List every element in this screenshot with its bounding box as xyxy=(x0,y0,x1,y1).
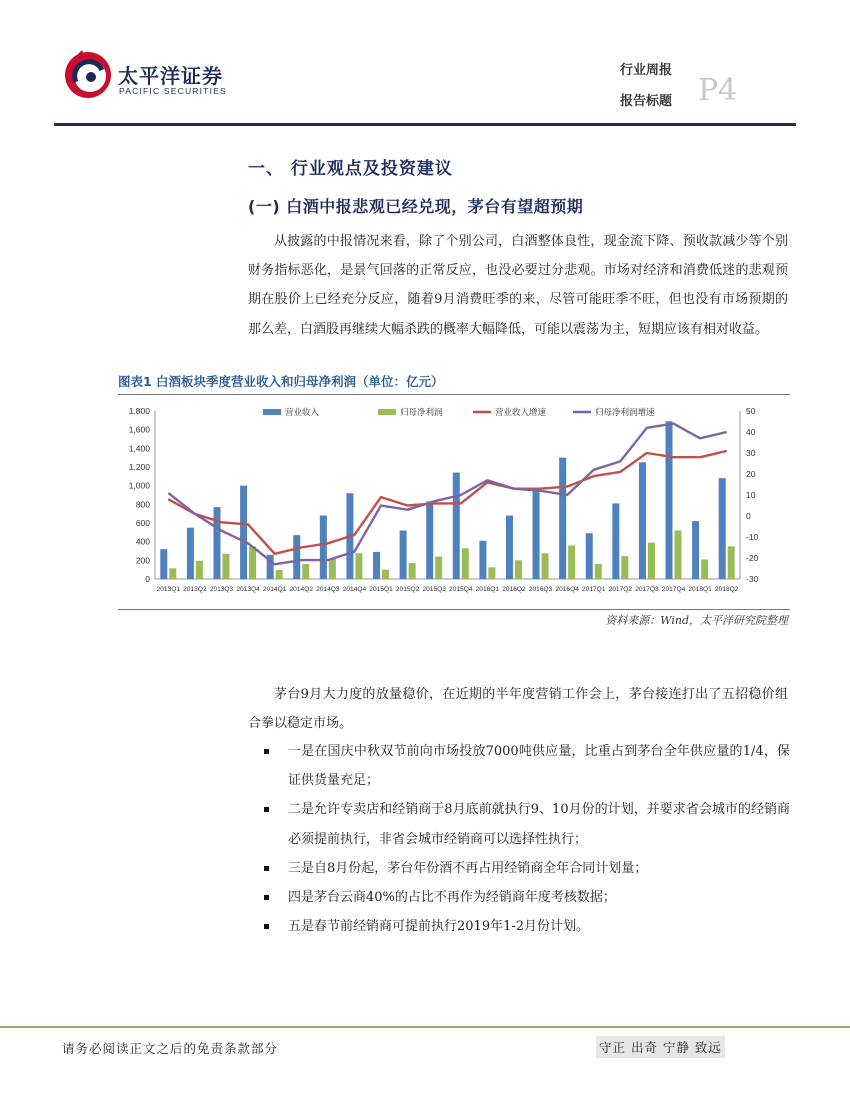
legend-label: 营业收入 xyxy=(285,408,320,418)
x-tick-label: 2015Q3 xyxy=(422,586,446,593)
bar xyxy=(222,554,229,579)
bar xyxy=(426,502,433,579)
bar xyxy=(373,552,380,579)
right-tick-label: -30 xyxy=(746,574,759,584)
right-tick-label: -20 xyxy=(746,553,759,563)
bar xyxy=(276,570,283,579)
list-item: 五是春节前经销商可提前执行2019年1-2月份计划。 xyxy=(274,912,790,941)
figure-title: 图表1 白酒板块季度营业收入和归母净利润（单位：亿元） xyxy=(118,374,444,389)
legend-label: 归母净利润增速 xyxy=(595,408,655,418)
legend-label: 归母净利润 xyxy=(400,408,443,418)
x-tick-label: 2016Q4 xyxy=(555,586,579,593)
legend-swatch xyxy=(263,409,281,415)
bar xyxy=(506,516,513,579)
left-tick-label: 1,800 xyxy=(128,406,150,416)
bar xyxy=(462,548,469,579)
bar xyxy=(453,473,460,579)
bar xyxy=(666,421,673,579)
footer-disclaimer: 请务必阅读正文之后的免责条款部分 xyxy=(62,1041,279,1056)
left-tick-label: 800 xyxy=(135,499,150,510)
left-tick-label: 1,400 xyxy=(128,443,150,454)
report-type: 行业周报 xyxy=(620,63,673,78)
bar xyxy=(586,533,593,579)
left-tick-label: 600 xyxy=(135,518,150,528)
bar xyxy=(355,553,362,579)
x-tick-label: 2013Q4 xyxy=(236,586,260,593)
x-tick-label: 2016Q3 xyxy=(528,586,553,593)
x-tick-label: 2016Q2 xyxy=(502,586,526,593)
right-tick-label: 30 xyxy=(746,448,756,458)
bar xyxy=(320,516,327,579)
revenue-profit-chart xyxy=(118,396,790,608)
bar xyxy=(409,563,416,579)
list-item: 二是允许专卖店和经销商于8月底前就执行9、10月份的计划，并要求省会城市的经销商必须提前执行，非省会城市经销商可以选择性执行； xyxy=(274,795,790,853)
bar xyxy=(621,556,628,579)
section-heading: 一、 行业观点及投资建议 xyxy=(248,159,453,179)
bar xyxy=(559,458,566,579)
bar xyxy=(240,486,247,579)
right-tick-label: 10 xyxy=(746,490,756,500)
bar xyxy=(249,546,256,579)
bar xyxy=(187,528,194,579)
x-tick-label: 2018Q2 xyxy=(714,586,739,593)
list-item: 三是自8月份起，茅台年份酒不再占用经销商全年合同计划量； xyxy=(274,854,790,883)
bar xyxy=(701,559,708,579)
bar xyxy=(542,553,549,579)
left-tick-label: 200 xyxy=(135,555,150,566)
bar xyxy=(719,478,726,579)
bar xyxy=(435,557,442,579)
page-number: P4 xyxy=(698,73,738,108)
x-tick-label: 2017Q3 xyxy=(635,586,659,593)
paragraph-2: 茅台9月大力度的放量稳价，在近期的半年度营销工作会上，茅台接连打出了五招稳价组合拳以稳定市场。 xyxy=(248,687,788,732)
figure-source: 资料来源：Wind，太平洋研究院整理 xyxy=(605,614,788,627)
brand-name-cn: 太平洋证券 xyxy=(118,64,223,88)
x-tick-label: 2014Q4 xyxy=(342,586,367,593)
right-tick-label: 0 xyxy=(746,511,751,521)
bar xyxy=(675,530,682,579)
list-item: 一是在国庆中秋双节前向市场投放7000吨供应量，比重占到茅台全年供应量的1/4，保证供货量充足； xyxy=(274,737,790,795)
x-tick-label: 2017Q1 xyxy=(582,586,606,593)
bullet-list xyxy=(274,737,790,941)
report-title: 报告标题 xyxy=(620,94,673,109)
footer-divider xyxy=(0,1026,850,1028)
right-tick-label: 20 xyxy=(746,469,756,479)
bar xyxy=(169,568,176,579)
x-tick-label: 2017Q4 xyxy=(661,586,686,593)
bar xyxy=(293,535,300,579)
x-tick-label: 2013Q2 xyxy=(183,586,207,593)
header-divider xyxy=(54,123,796,126)
bar xyxy=(400,530,407,579)
bar xyxy=(302,564,309,579)
bar xyxy=(728,546,735,579)
bar xyxy=(479,541,486,579)
x-tick-label: 2015Q4 xyxy=(449,586,473,593)
footer-motto: 守正 出奇 宁静 致远 xyxy=(596,1036,725,1058)
list-item: 四是茅台云商40%的占比不再作为经销商年度考核数据； xyxy=(274,883,790,912)
x-tick-label: 2014Q3 xyxy=(316,586,340,593)
legend-swatch xyxy=(378,409,396,415)
x-tick-label: 2015Q2 xyxy=(395,586,420,593)
left-tick-label: 400 xyxy=(135,536,150,547)
left-tick-label: 1,000 xyxy=(128,480,150,491)
figure-bottom-rule xyxy=(118,609,790,610)
bar xyxy=(515,560,522,579)
bar xyxy=(595,564,602,579)
bar xyxy=(160,549,167,579)
bar xyxy=(692,521,699,579)
x-tick-label: 2013Q1 xyxy=(156,586,181,593)
x-tick-label: 2017Q2 xyxy=(608,586,633,593)
legend-label: 营业收入增速 xyxy=(495,408,547,418)
bar xyxy=(612,503,619,579)
paragraph-1: 从披露的中报情况来看，除了个别公司，白酒整体良性，现金流下降、预收款减少等个别财务指标恶化，是景气回落的正常反应，也没必要过分悲观。市场对经济和消费低迷的悲观预期在股价上已经充分反应，随着9月消费旺季的来，尽管可能旺季不旺，但也没有市场预期的那么差，白酒股再继续大幅杀跌的概率大幅降低，可能以震荡为主，短期应该有相对收益。 xyxy=(248,234,788,337)
brand-name-en: PACIFIC SECURITIES xyxy=(119,86,227,96)
bar xyxy=(213,507,220,579)
x-tick-label: 2015Q1 xyxy=(369,586,393,593)
figure-top-rule xyxy=(118,394,790,395)
bar xyxy=(648,543,655,579)
x-tick-label: 2018Q1 xyxy=(688,586,712,593)
left-tick-label: 0 xyxy=(145,574,150,584)
x-tick-label: 2014Q1 xyxy=(262,586,287,593)
right-tick-label: -10 xyxy=(746,532,759,542)
x-tick-label: 2016Q1 xyxy=(475,586,500,593)
right-tick-label: 50 xyxy=(746,406,756,416)
bar xyxy=(382,570,389,579)
bar xyxy=(329,559,336,579)
x-tick-label: 2013Q3 xyxy=(209,586,234,593)
x-tick-label: 2014Q2 xyxy=(289,586,313,593)
left-tick-label: 1,600 xyxy=(128,424,150,435)
bar xyxy=(196,561,203,579)
right-tick-label: 40 xyxy=(746,427,756,437)
left-tick-label: 1,200 xyxy=(128,462,150,472)
bar xyxy=(533,491,540,579)
bar xyxy=(568,545,575,579)
bar xyxy=(639,462,646,579)
subsection-heading: (一) 白酒中报悲观已经兑现，茅台有望超预期 xyxy=(248,197,584,216)
bar xyxy=(488,567,495,579)
pacific-securities-logo-icon xyxy=(62,48,114,100)
